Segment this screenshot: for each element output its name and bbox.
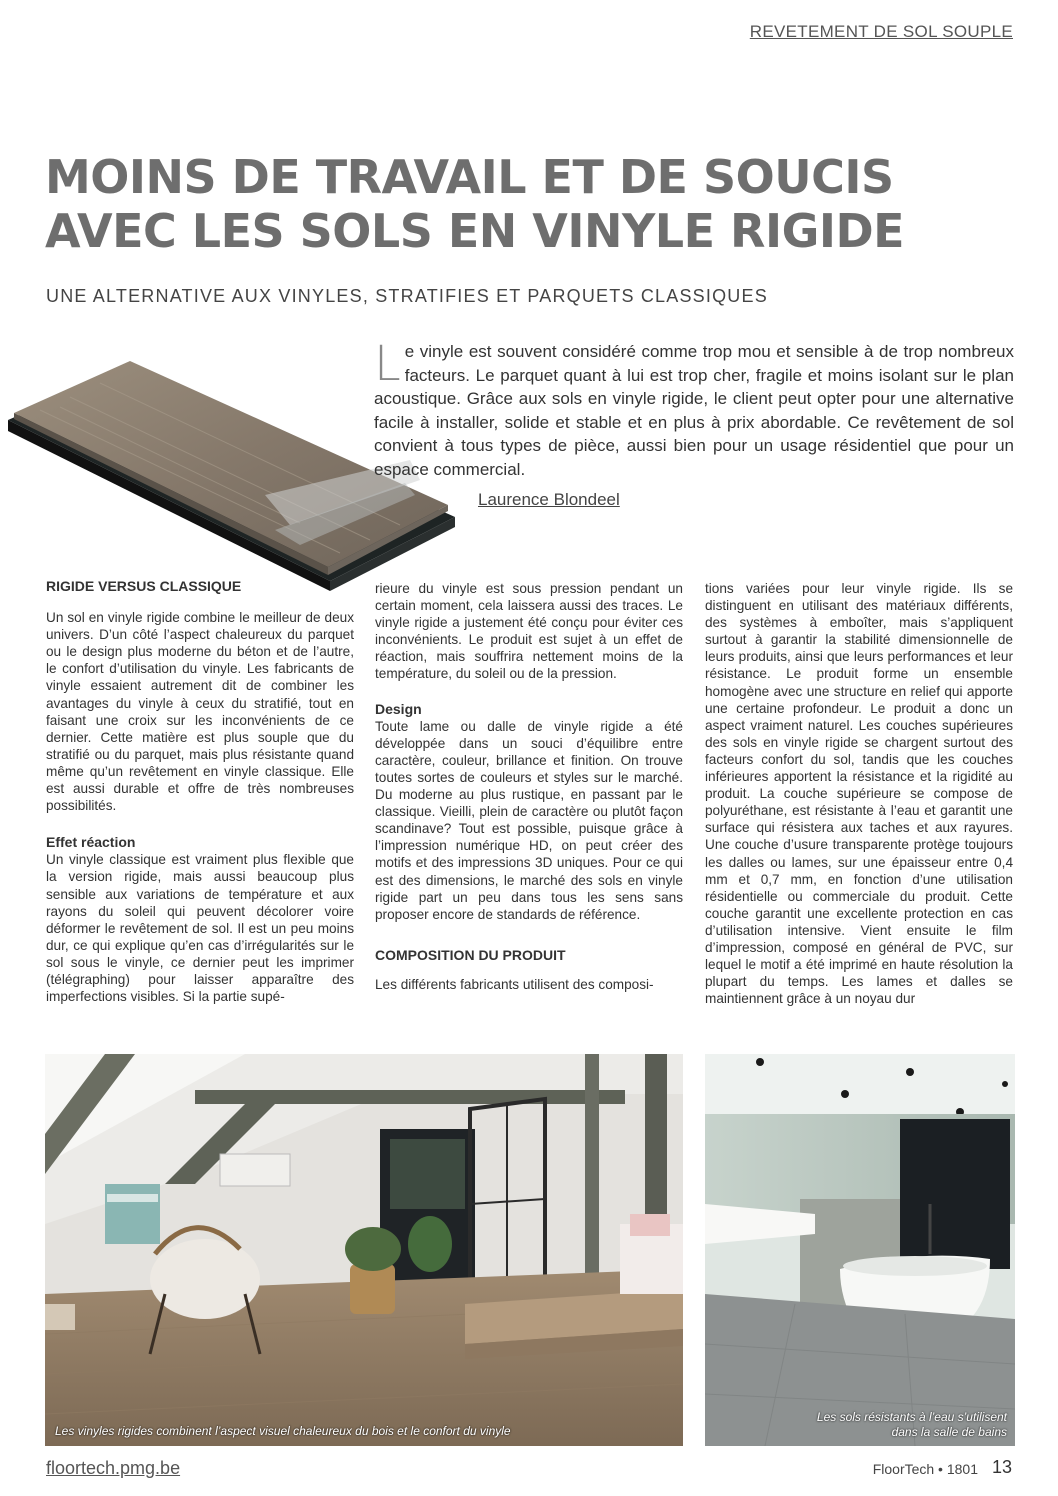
paragraph: Les différents fabricants utilisent des composi- (375, 976, 654, 992)
page-number: 13 (991, 1457, 1012, 1477)
heading-composition-du-produit: COMPOSITION DU PRODUIT (375, 946, 566, 963)
title-line-2: AVEC LES SOLS EN VINYLE RIGIDE (45, 204, 905, 258)
column-1 (46, 578, 354, 1015)
paragraph: Toute lame ou dalle de vinyle rigide a été développée dans un souci d’équilibre entre caractère, couleur, brillance et finition. On trouve toutes sortes de couleurs et styles sur le marché. Du moderne au plus rustique, en passant par le classique. Vieilli, plein de caractère ou plutôt façon scandinave? Tout est possible, puisque grâce à l’impression numérique HD, on peut créer des motifs et des impressions 3D uniques. Pour ce qui est des dimensions, le marché des sols en vinyle rigide part un peu dans tous les sens sans proposer encore de standards de référence. (375, 718, 683, 922)
attic-room-illustration (45, 1054, 683, 1446)
bathroom-illustration (705, 1054, 1015, 1446)
paragraph: tions variées pour leur vinyle rigide. Ils se distinguent en utilisant des matériaux différents, des systèmes à emboîter, mais s’appliquent surtout à garantir la stabilité dimensionnelle de leurs produits, ainsi que leurs performances et leur résistance. Le produit forme un ensemble homogène avec une structure en relief qui apporte une certaine profondeur. Le produit a donc un aspect vraiment naturel. Les couches supérieures des sols en vinyle rigide se chargent surtout des facteurs confort du sol, tandis que les couches inférieures apportent la résistance et la rigidité au produit. La couche supérieure se compose de polyuréthane, est résistante à l’eau et garantit une surface qui résistera aux taches et aux rayures. Une couche d’usure transparente protège toujours les dalles ou lames, sur une épaisseur entre 0,4 mm et 0,7 mm, en fonction d’une utilisation résidentielle ou commerciale du produit. Cette couche garantit une excellente protection en cas d’utilisation intensive. Vient ensuite le film d’impression, composé en général de PVC, sur lequel le motif a été imprimé en haute résolution la plupart du temps. Les lames et dalles se maintiennent grâce à un noyau dur (705, 581, 1013, 1007)
section-tag: REVETEMENT DE SOL SOUPLE (749, 22, 1013, 41)
title-line-1: MOINS DE TRAVAIL ET DE SOUCIS (45, 150, 894, 204)
caption-line-2: dans la salle de bains (891, 1425, 1007, 1439)
intro-text: e vinyle est souvent considéré comme trop mou et sensible à de trop nombreux facteurs. Le parquet quant à lui est trop cher, fragile et moins isolant sur le plan acoustique. Grâce aux sols en vinyle rigide, le client peut opter pour une alternative facile à installer, solide et stable et en plus à prix abordable. Ce revêtement de sol convient à tous types de pièce, aussi bien pour un usage résidentiel que pour un espace commercial. (374, 342, 1014, 479)
footer-publication: FloorTech • 1801 (872, 1461, 978, 1477)
caption-line-1: Les sols résistants à l’eau s’utilisent (816, 1410, 1007, 1424)
footer-url-link[interactable]: floortech.pmg.be (46, 1458, 181, 1478)
paragraph: Un sol en vinyle rigide combine le meilleur de deux univers. D’un côté l’aspect chaleureux du parquet ou le design plus moderne du béton et de l’autre, le confort d’utilisation du vinyle. Les fabricants de vinyle essaient autrement dit de combiner les avantages du vinyle à ceux du stratifié, tout en faisant une croix sur les inconvénients de ce dernier. Cette matière est plus souple que du stratifié ou du parquet, mais plus résistante quand même qu’un revêtement en vinyle classique. Elle est aussi durable et offre de très nombreuses possibilités. (46, 610, 354, 814)
heading-effet-reaction: Effet réaction (46, 834, 136, 851)
drop-cap: L (374, 336, 401, 392)
paragraph: Un vinyle classique est vraiment plus flexible que la version rigide, mais aussi beaucoup plus sensible aux variations de température et aux rayons du soleil qui peuvent décolorer voire déformer le revêtement de sol. Il est un peu moins dur, ce qui explique qu’en cas d’irrégularités sur le sol sous le vinyle, ce dernier peut les imprimer (télégraphing) pour laisser apparaître des imperfections visibles. Si la partie supé- (46, 852, 354, 1005)
photo-caption-right (817, 1410, 1007, 1440)
article-subtitle: UNE ALTERNATIVE AUX VINYLES, STRATIFIES ET PARQUETS CLASSIQUES (46, 286, 768, 306)
article-title (45, 150, 945, 258)
article-intro (374, 336, 1014, 481)
column-2 (375, 580, 683, 1003)
photo-attic-room (45, 1054, 683, 1446)
heading-rigide-versus-classique: RIGIDE VERSUS CLASSIQUE (46, 578, 242, 594)
photo-bathroom (705, 1054, 1015, 1446)
heading-design: Design (375, 700, 422, 717)
column-3 (705, 580, 1013, 1017)
paragraph: rieure du vinyle est sous pression pendant un certain moment, cela laissera aussi des traces. Le vinyle rigide a justement été conçu pour éviter ces inconvénients. Le produit est sujet à un effet de réaction, mais souffrira nettement moins de la température, du soleil ou de la pression. (375, 581, 683, 682)
photo-caption-left: Les vinyles rigides combinent l’aspect visuel chaleureux du bois et le confort du vinyle (55, 1424, 511, 1438)
article-author: Laurence Blondeel (478, 490, 620, 509)
